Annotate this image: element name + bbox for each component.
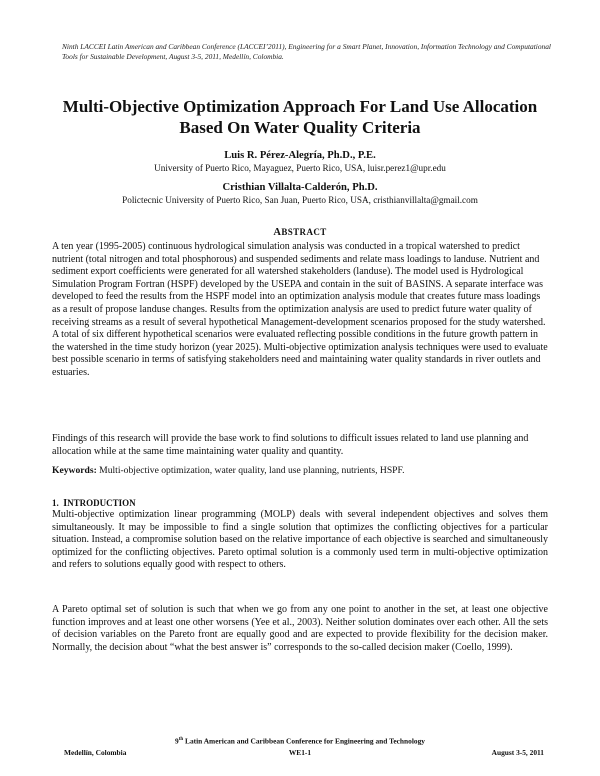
abstract-heading-initial: A (273, 227, 282, 238)
author-1-affiliation: University of Puerto Rico, Mayaguez, Puerto Rico, USA, luisr.perez1@upr.edu (154, 163, 446, 173)
keywords (52, 465, 548, 477)
section-1-number: 1. (52, 498, 59, 508)
abstract-paragraph-1: A ten year (1995-2005) continuous hydrological simulation analysis was conducted in a tropical watershed to predict nutrient (total nitrogen and total phosphorous) and suspended sediments and relate mass loadings to landuse. Nutrient and sediment export coefficients were generated for all watershed stakeholders (landuse). The model used is Hydrological Simulation Program Fortran (HSPF) developed by the USEPA and contain in the suit of BASINS. A separate interface was developed to feed the results from the HSPF model into an optimization analysis module that creates future mass loadings as a result of propose landuse changes. Results from the optimization analysis are used to predict future water quality of receiving streams as a result of several hypothetical Management-development scenarios proposed for the study watershed. A total of six different hypothetical scenarios were evaluated reflecting possible conditions in the future growth pattern in the watershed in the time study horizon (year 2025). Multi-objective optimization analysis techniques were used to evaluate best possible scenario in terms of satisfying stakeholders need and maintaining water quality standards in river outlets and estuaries. (52, 241, 548, 378)
section-1-initial: I (63, 498, 68, 509)
author-2 (40, 181, 560, 206)
conference-header: Ninth LACCEI Latin American and Caribbean Conference (LACCEI’2011), Engineering for a Smart Planet, Innovation, Information Technology and Computational Tools for Sustainable Development, August 3-5, 2011, Medellín, Colombia. (62, 42, 551, 61)
footer-location: Medellín, Colombia (64, 748, 127, 757)
intro-paragraph-1: Multi-objective optimization linear programming (MOLP) deals with several independent objectives and solves them simultaneously. It may be impossible to find a single solution that optimizes the conflicting objectives for a particular situation. Instead, a compromise solution based on the relative importance of each objective is searched and simultaneously optimized for the conflicting objectives. Pareto optimal solution is a commonly used term in multi-objective optimization and refers to solutions equally good with respect to others. (52, 509, 548, 571)
footer-dates: August 3-5, 2011 (491, 748, 544, 757)
footer-conference (40, 735, 560, 746)
keywords-label: Keywords: (52, 465, 97, 476)
title-line-1: Multi-Objective Optimization Approach For Land Use Allocation (62, 97, 538, 116)
footer-ordinal: 9 (175, 736, 179, 746)
title-line-2: Based On Water Quality Criteria (179, 118, 421, 137)
author-2-affiliation: Polictecnic University of Puerto Rico, San Juan, Puerto Rico, USA, cristhianvillalta@gmail.com (122, 195, 478, 205)
author-1 (40, 149, 560, 174)
footer-page-id: WE1-1 (288, 748, 312, 757)
author-1-name: Luis R. Pérez-Alegría, Ph.D., P.E. (224, 150, 376, 161)
paper-title (40, 96, 560, 138)
abstract-heading-rest: BSTRACT (281, 227, 327, 237)
abstract-paragraph-2: Findings of this research will provide the base work to find solutions to difficult issues related to land use planning and allocation while at the same time maintaining water quality and quantity. (52, 433, 529, 457)
section-1-title-rest: NTRODUCTION (67, 498, 136, 508)
footer-conference-name: Latin American and Caribbean Conference for Engineering and Technology (183, 736, 425, 746)
keywords-text: Multi-objective optimization, water quality, land use planning, nutrients, HSPF. (96, 465, 405, 476)
author-2-name: Cristhian Villalta-Calderón, Ph.D. (222, 182, 378, 193)
abstract-heading (40, 226, 560, 239)
footer-ordinal-suffix: th (178, 737, 184, 742)
intro-paragraph-2: A Pareto optimal set of solution is such that when we go from any one point to another in the set, at least one objective function improves and at least one other worsens (Yee et al., 2003). Neither solution dominates over each other. All the sets of decision variables on the Pareto front are equally good and are expected to provide flexibility for the decision maker. Normally, the decision about “what the best answer is” corresponds to the so-called decision maker (Coello, 1999). (52, 604, 548, 653)
